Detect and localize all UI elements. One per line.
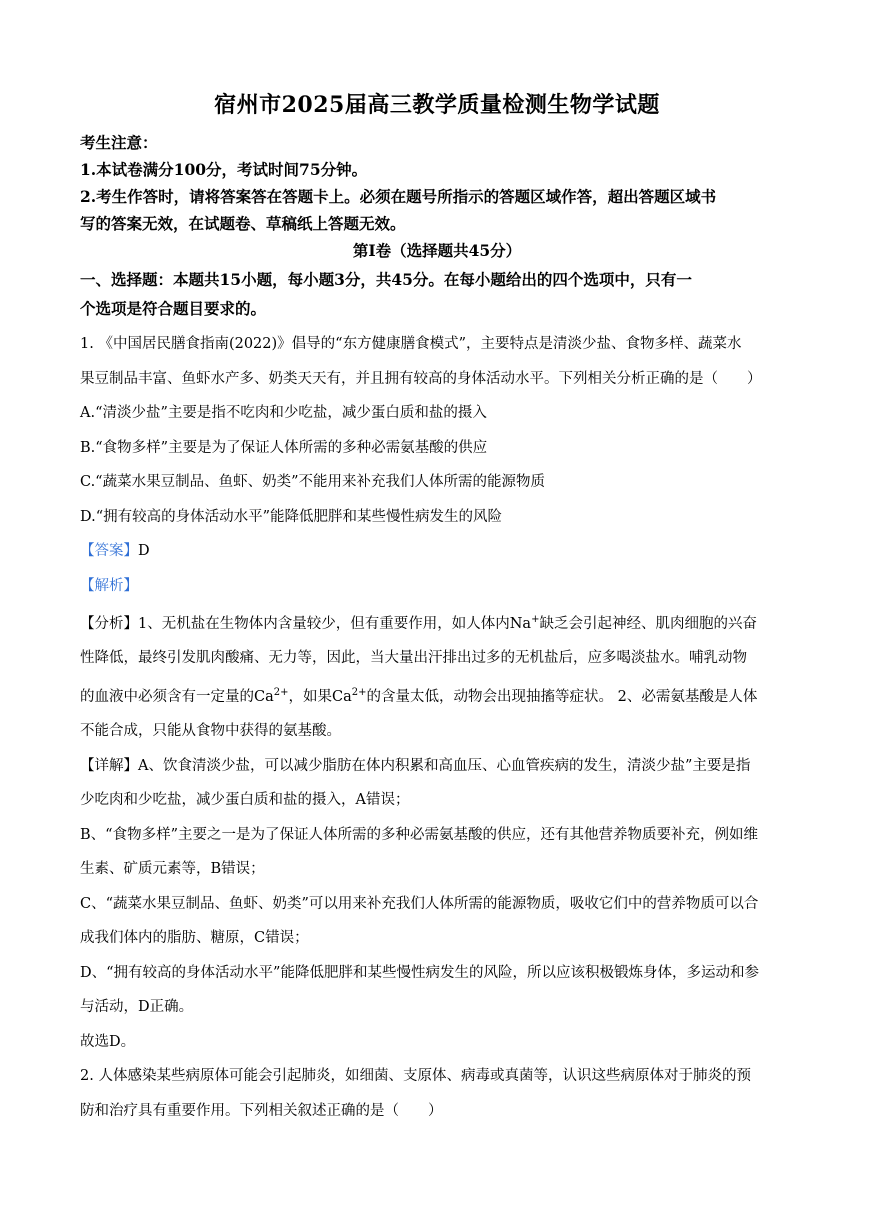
detail-line: 故选D。 — [80, 1033, 136, 1050]
question-stem: 防和治疗具有重要作用。下列相关叙述正确的是（ ） — [80, 1102, 443, 1119]
page-title: 宿州市2025届高三教学质量检测生物学试题 — [214, 92, 660, 118]
detail-line: B、“食物多样”主要之一是为了保证人体所需的多种必需氨基酸的供应，还有其他营养物质要补充，例如维 — [80, 826, 758, 843]
answer-line — [80, 534, 794, 569]
question-2 — [80, 1059, 794, 1128]
analysis-line: 不能合成，只能从食物中获得的氨基酸。 — [80, 723, 341, 740]
superscript: + — [531, 614, 540, 625]
analysis-tag: 【解析】 — [80, 577, 138, 594]
option-b: B.“食物多样”主要是为了保证人体所需的多种必需氨基酸的供应 — [80, 439, 488, 456]
detail-line: 成我们体内的脂肪、糖原，C错误； — [80, 930, 309, 947]
answer-tag: 【答案】 — [80, 543, 138, 559]
analysis-text: 的血液中必须含有一定量的Ca — [80, 688, 274, 705]
detail-line: C、“蔬菜水果豆制品、鱼虾、奶类”可以用来补充我们人体所需的能源物质，吸收它们中的营养物质可以合 — [80, 895, 759, 912]
analysis-line: 性降低，最终引发肌肉酸痛、无力等，因此，当大量出汗排出过多的无机盐后，应多喝淡盐水。哺乳动物 — [80, 650, 747, 667]
analysis-text: ，如果Ca — [288, 688, 352, 705]
answer-value: D — [138, 543, 150, 559]
detail-line — [80, 749, 794, 784]
analysis-text: 缺乏会引起神经、肌肉细胞的兴奋 — [539, 615, 757, 632]
notice-heading: 考生注意： — [80, 133, 158, 152]
detail-line: D、“拥有较高的身体活动水平”能降低肥胖和某些慢性病发生的风险，所以应该积极锻炼身体，多运动和参 — [80, 964, 759, 981]
document-page — [80, 88, 794, 1128]
detail-line: 与活动，D正确。 — [80, 999, 194, 1016]
analysis-heading — [80, 569, 794, 604]
detail-line: 生素、矿质元素等，B错误； — [80, 861, 265, 878]
notice-item: 1.本试卷满分100分，考试时间75分钟。 — [80, 160, 368, 179]
detail-line: 少吃肉和少吃盐，减少蛋白质和盐的摄入，A错误； — [80, 792, 410, 809]
option-a: A.“清淡少盐”主要是指不吃肉和少吃盐，减少蛋白质和盐的摄入 — [80, 405, 487, 421]
detail-text: A、饮食清淡少盐，可以减少脂肪在体内积累和高血压、心血管疾病的发生，清淡少盐”主要是指 — [138, 757, 751, 774]
superscript: 2+ — [273, 686, 289, 698]
notice-item: 写的答案无效，在试题卷、草稿纸上答题无效。 — [80, 214, 406, 233]
section-title: 第Ⅰ卷（选择题共45分） — [352, 241, 522, 260]
part-instructions-line: 一、选择题：本题共15小题，每小题3分，共45分。在每小题给出的四个选项中，只有一 — [80, 270, 692, 289]
part-instructions-line: 个选项是符合题目要求的。 — [80, 299, 267, 318]
analysis-line — [80, 603, 794, 641]
question-stem: 2. 人体感染某些病原体可能会引起肺炎，如细菌、支原体、病毒或真菌等，认识这些病原体对于肺炎的预 — [80, 1068, 751, 1085]
notice-item: 2.考生作答时，请将答案答在答题卡上。必须在题号所指示的答题区域作答，超出答题区域书 — [80, 187, 717, 206]
part-instructions — [80, 265, 794, 323]
question-1 — [80, 327, 794, 1059]
question-stem: 1. 《中国居民膳食指南(2022)》倡导的“东方健康膳食模式”，主要特点是清淡少盐、食物多样、蔬菜水 — [80, 336, 742, 352]
exam-notice — [80, 129, 794, 237]
analysis-text: 1、无机盐在生物体内含量较少，但有重要作用，如人体内Na — [138, 615, 532, 632]
analysis-text: 的含量太低，动物会出现抽搐等症状。 2、必需氨基酸是人体 — [366, 688, 758, 705]
analysis-label: 【分析】 — [80, 615, 138, 632]
option-c: C.“蔬菜水果豆制品、鱼虾、奶类”不能用来补充我们人体所需的能源物质 — [80, 474, 546, 490]
question-stem: 果豆制品丰富、鱼虾水产多、奶类天天有，并且拥有较高的身体活动水平。下列相关分析正确的是（ ） — [80, 370, 762, 387]
analysis-line — [80, 676, 794, 714]
detail-label: 【详解】 — [80, 757, 138, 774]
superscript: 2+ — [351, 686, 367, 698]
option-d: D.“拥有较高的身体活动水平”能降低肥胖和某些慢性病发生的风险 — [80, 508, 503, 525]
